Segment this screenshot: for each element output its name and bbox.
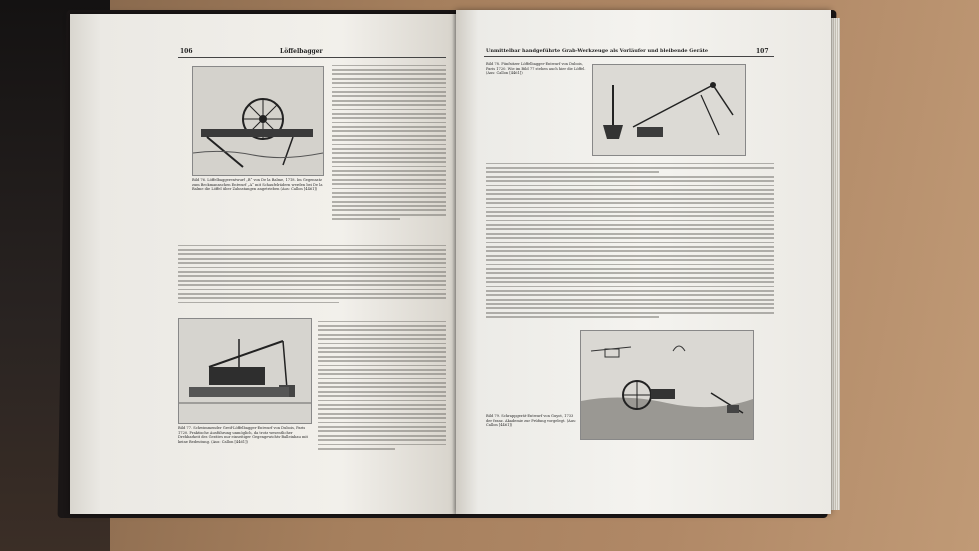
- figure-78-caption: Bild 78. Fünfsitzer Löffelbagger-Entwurf von Dubois, Paris 1720. Wie im Bild 77 stehen auch hier die Löffel. (Aus: Callon [4461]): [486, 62, 586, 76]
- bucket-lever-illustration: [593, 65, 745, 155]
- figure-79-caption: Bild 79. Schrappgerät-Entwurf von Guyot, 1733 der franz. Akademie zur Prüfung vorgelegt. (Aus: Callon [4461]): [486, 414, 577, 428]
- right-running-head: Unmittelbar handgeführte Grab-Werkzeuge als Vorläufer und bleibende Geräte: [486, 48, 709, 54]
- dredger-wheel-illustration: [193, 67, 323, 175]
- figure-79: [580, 330, 754, 440]
- right-main-text: [486, 160, 774, 340]
- figure-76: [192, 66, 324, 176]
- figure-76-caption: Bild 76. Löffelbaggerentwurf „B“ von De la Balme, 1718. Im Gegensatz zum Beckmannschen Entwurf „A“ mit Schaufelrädern werden bei De la Balme die Löffel über Zahnstangen angetrieben (Aus: Callon [4461]): [192, 178, 323, 192]
- crane-dredger-illustration: [179, 319, 311, 423]
- left-running-head: Löffelbagger: [280, 48, 323, 55]
- left-header-rule: [178, 57, 446, 58]
- right-page-number: 107: [756, 48, 769, 55]
- left-column-text: [332, 62, 446, 240]
- left-full-width-text: [178, 242, 446, 314]
- left-lower-column-text: [318, 318, 446, 468]
- right-page: [456, 10, 831, 514]
- left-page: [70, 14, 458, 514]
- left-page-number: 106: [180, 48, 193, 55]
- figure-78: [592, 64, 746, 156]
- figure-77-caption: Bild 77. Schwimmender Greif-Löffelbagger-Entwurf von Dubois, Paris 1720. Praktische Ausführung unmöglich, da trotz wesentlicher Drehbarkeit des Gerätes nur einseitiger Gegengewichts-Balleinbau mit keine Bedeutung. (Aus: Callon [4461]): [178, 426, 308, 444]
- right-header-rule: [484, 56, 774, 57]
- figure-77: [178, 318, 312, 424]
- scraper-device-illustration: [581, 331, 753, 439]
